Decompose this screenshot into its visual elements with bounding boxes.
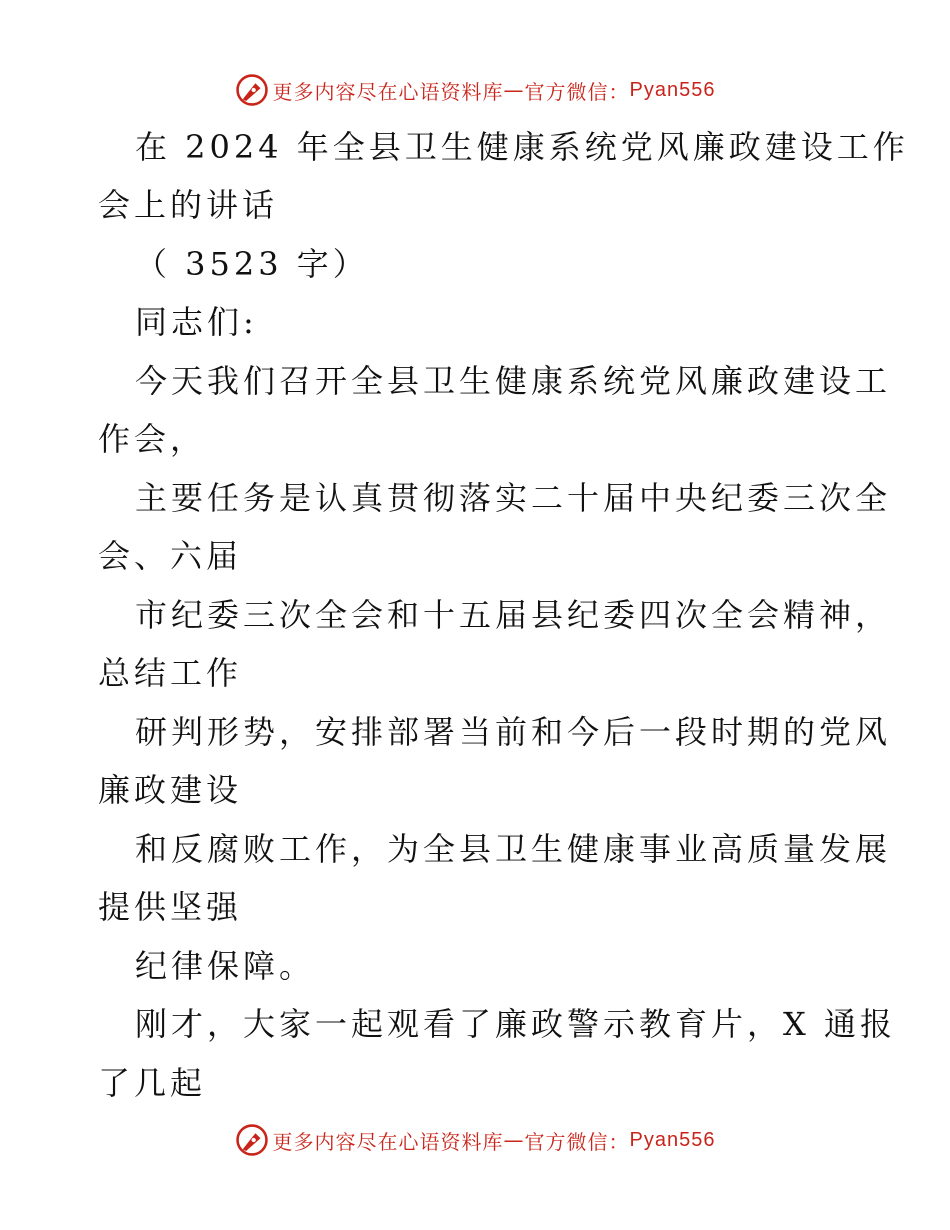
body-line: 了几起 xyxy=(98,1064,207,1102)
body-line: 主要任务是认真贯彻落实二十届中央纪委三次全 xyxy=(135,479,892,517)
watermark-label: 官方微信： xyxy=(524,1129,630,1154)
body-line: 刚才，大家一起观看了廉政警示教育片，X 通报 xyxy=(135,1005,896,1043)
watermark-text: 更多内容尽在心语资料库 xyxy=(272,79,504,104)
word-count: （ 3523 字） xyxy=(135,245,369,283)
body-line: 作会， xyxy=(98,420,207,458)
body-line: 会、六届 xyxy=(98,537,243,575)
body-line: 提供坚强 xyxy=(98,888,243,926)
body-line: 市纪委三次全会和十五届县纪委四次全会精神， xyxy=(135,596,892,634)
greeting: 同志们: xyxy=(135,303,258,341)
body-line: 纪律保障。 xyxy=(135,947,316,985)
watermark-banner-bottom xyxy=(0,1120,950,1160)
document-title-line-2: 会上的讲话 xyxy=(98,186,279,224)
pen-nib-logo-icon xyxy=(235,1123,269,1157)
body-line: 廉政建设 xyxy=(98,771,243,809)
watermark-text: 更多内容尽在心语资料库 xyxy=(272,1129,504,1154)
document-title-line-1: 在 2024 年全县卫生健康系统党风廉政建设工作 xyxy=(135,128,909,166)
body-line: 总结工作 xyxy=(98,654,243,692)
watermark-banner-top xyxy=(0,70,950,110)
watermark-account: Pyan556 xyxy=(629,1128,716,1151)
body-line: 研判形势，安排部署当前和今后一段时期的党风 xyxy=(135,713,892,751)
watermark-label: 官方微信： xyxy=(524,79,630,104)
body-line: 今天我们召开全县卫生健康系统党风廉政建设工 xyxy=(135,362,892,400)
pen-nib-logo-icon xyxy=(235,73,269,107)
body-line: 和反腐败工作，为全县卫生健康事业高质量发展 xyxy=(135,830,892,868)
watermark-separator: — xyxy=(503,78,525,102)
watermark-separator: — xyxy=(503,1128,525,1152)
watermark-account: Pyan556 xyxy=(629,78,716,101)
